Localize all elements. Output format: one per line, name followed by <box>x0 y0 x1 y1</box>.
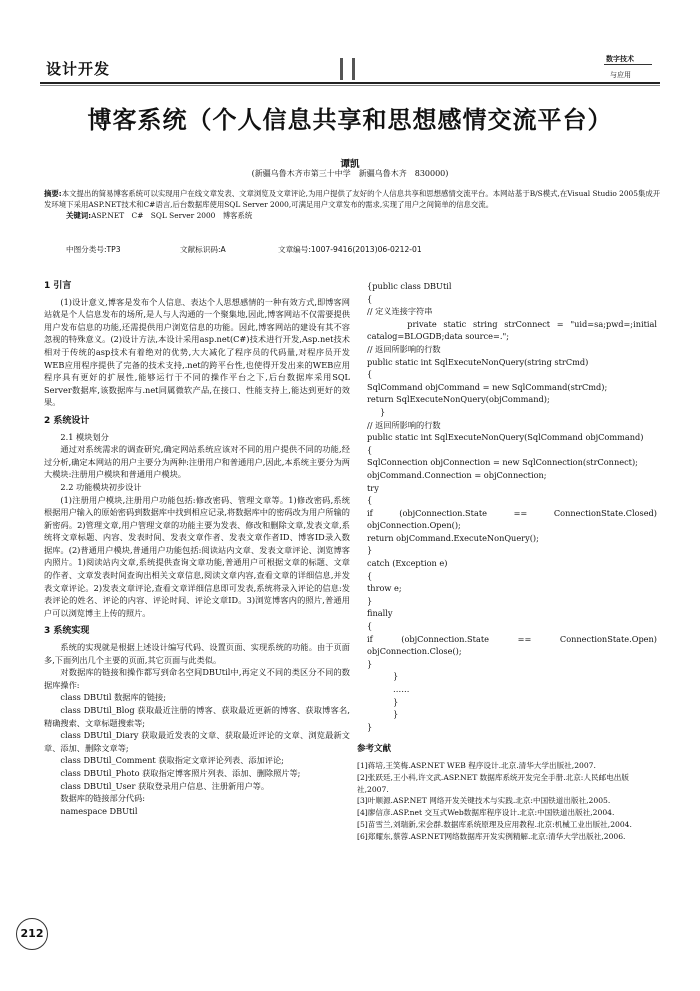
code-line: // 定义连接字符串 <box>367 306 433 317</box>
header-rule-thin <box>40 85 660 86</box>
code-line: private static string strConnect = "uid=sa;pwd=;initial catalog=BLOGDB;data source=."; <box>367 318 660 342</box>
code-line: } <box>367 658 373 669</box>
code-line: {public class DBUtil <box>367 281 452 291</box>
document-code: 文献标识码:A <box>180 245 226 254</box>
code-line: } <box>367 709 399 720</box>
code-line: } <box>367 696 399 707</box>
header-bar-decoration <box>352 58 355 80</box>
code-line: { <box>367 495 373 506</box>
code-line: …… <box>367 684 410 694</box>
paragraph: class DBUtil_Comment 获取指定文章评论列表、添加评论; <box>60 755 284 766</box>
header-bar-decoration <box>340 58 343 80</box>
paragraph: 通过对系统需求的调查研究,确定网站系统应该对不同的用户提供不同的功能,经过分析,确定本网站的用户主要分为两种:注册用户和普通用户,因此,本系统主要分为两大模块:注册用户模块和普通用户模块。 <box>44 444 350 480</box>
code-line: finally <box>367 608 393 619</box>
header-rule <box>40 82 660 84</box>
logo-divider <box>604 64 652 65</box>
code-line: return objCommand.ExecuteNonQuery(); <box>367 532 539 543</box>
paragraph: namespace DBUtil <box>60 805 138 816</box>
section-heading: 2 系统设计 <box>44 415 90 426</box>
code-line: { <box>367 369 373 380</box>
references-heading: 参考文献 <box>357 744 392 755</box>
code-line: catch (Exception e) <box>367 558 448 569</box>
subsection-heading: 2.1 模块划分 <box>60 431 109 442</box>
paper-title: 博客系统（个人信息共享和思想感情交流平台） <box>87 105 613 134</box>
left-column <box>44 280 350 817</box>
code-line: try <box>367 482 379 493</box>
paragraph: (1)注册用户模块,注册用户功能包括:修改密码、管理文章等。1)修改密码,系统根据用户输入的原始密码到数据库中找到相应记录,将数据库中的密码改为用户所输的新密码。2)管理文章,用户管理文章的功能主要为发表、修改和删除文章,发表文章,系统将文章标题、内容、发表时间、发表文章作者、发表文章作者ID、博客ID录入数据库。(2)普通用户模块,普通用户功能包括:阅读站内文章、发表文章评论、浏览博客内照片。1)阅读站内文章,系统提供查询文章功能,普通用户可根据文章的标题、文章的作者、文章发表时间查询出相关文章信息,阅读文章内容,查看文章的详细信息,并发表文章评论。2)发表文章评论,查看文章详细信息即可发表,系统将录入评论的信息:发表评论的姓名、评论的内容、评论时间、评论文章ID。3)浏览博客内的照片,普通用户可以浏览博主上传的照片。 <box>44 494 350 618</box>
code-line: // 返回所影响的行数 <box>367 419 441 430</box>
paragraph: (1)设计意义,博客是发布个人信息、表达个人思想感情的一种有效方式,即博客网站就是个人信息发布的场所,是人与人沟通的一个聚集地,因此,博客网站不仅需要提供用户发布信息的功能,还需提供用户浏览信息的功能。因此,博客网站的建设有其不容忽视的特殊意义。(2)设计方法,本设计采用asp.net(C#)技术进行开发,Asp.net技术相对于传统的asp技术有着绝对的优势,大大减化了程序员的代码量,对程序员开发WEB应用程序提供了完备的技术支持,.net的跨平台性,也使得开发出来的WEB应用程序具有更好的扩展性,能够运行于不同的操作平台之下,后台数据库采用SQL Server数据库,该数据库与.net同属微软产品,在接口、性能支持上,能达到更好的效果。 <box>44 296 350 408</box>
author-name: 谭凯 <box>340 159 360 170</box>
reference-item: [2]张跃廷,王小科,许文武.ASP.NET 数据库系统开发完全手册.北京:人民邮电出版社,2007. <box>357 772 629 794</box>
abstract-body <box>44 188 662 210</box>
reference-item: [4]廖信彦.ASP.net 交互式Web数据库程序设计.北京:中国铁道出版社,2004. <box>357 808 615 818</box>
abstract-label: 摘要: <box>44 189 62 198</box>
code-line: } <box>367 671 399 682</box>
clc-number: 中图分类号:TP3 <box>66 245 121 254</box>
logo-top-text: 数字技术 <box>606 55 634 63</box>
code-line: SqlConnection objConnection = new SqlConnection(strConnect); <box>367 457 638 468</box>
code-line: { <box>367 293 373 304</box>
code-line: // 返回所影响的行数 <box>367 343 441 354</box>
keywords <box>44 210 662 221</box>
reference-item: [1]蒋培,王笑梅.ASP.NET WEB 程序设计.北京.清华大学出版社,2007. <box>357 760 596 770</box>
paragraph: 系统的实现就是根据上述设计编写代码、设置页面、实现系统的功能。由于页面多,下面列出几个主要的页面,其它页面与此类似。 <box>44 642 350 665</box>
code-line: { <box>367 444 373 455</box>
reference-item: [5]苗雪兰,刘瑞新,宋会群.数据库系统原理及应用教程.北京:机械工业出版社,2004. <box>357 819 632 829</box>
section-label: 设计开发 <box>46 60 111 78</box>
code-line: objCommand.Connection = objConnection; <box>367 469 547 480</box>
keywords-text: ASP.NET C# SQL Server 2000 博客系统 <box>91 211 253 220</box>
reference-item: [6]郑耀东,蔡蓉.ASP.NET网络数据库开发实例精解.北京:清华大学出版社,2006. <box>357 831 626 841</box>
keywords-label: 关键词: <box>66 211 92 220</box>
paragraph: class DBUtil_User 获取登录用户信息、注册新用户等。 <box>60 780 270 791</box>
code-line: return SqlExecuteNonQuery(objCommand); <box>367 394 550 405</box>
code-line: } <box>367 721 373 732</box>
code-line: public static int SqlExecuteNonQuery(string strCmd) <box>367 356 589 367</box>
paragraph: 对数据库的链接和操作都写到命名空间DBUtil中,再定义不同的类区分不同的数据库操作: <box>44 667 350 690</box>
code-line: public static int SqlExecuteNonQuery(SqlCommand objCommand) <box>367 432 644 443</box>
author-affiliation: (新疆乌鲁木齐市第三十中学 新疆乌鲁木齐 830000) <box>251 169 449 178</box>
code-line: } <box>367 406 386 417</box>
code-listing <box>357 280 660 733</box>
abstract <box>44 188 662 221</box>
page-number: 212 <box>16 918 48 950</box>
code-line: SqlCommand objCommand = new SqlCommand(strCmd); <box>367 381 608 392</box>
code-line: { <box>367 570 373 581</box>
section-heading: 3 系统实现 <box>44 626 90 637</box>
paragraph: 数据库的链接部分代码: <box>60 793 146 804</box>
logo-bottom-text: 与应用 <box>610 71 631 79</box>
abstract-text: 本文提出的简易博客系统可以实现用户在线文章发表、文章浏览及文章评论,为用户提供了友好的个人信息共享和思想感情交流平台。本网站基于B/S模式,在Visual Studio 2005集成开发环境下采用ASP.NET技术和C#语言,后台数据库使用SQL Server 2000,可满足用户文章发布的需求,实现了用户之间简单的信息交流。 <box>44 189 661 209</box>
article-number: 文章编号:1007-9416(2013)06-0212-01 <box>278 245 422 254</box>
code-line: throw e; <box>367 583 402 594</box>
paragraph: class DBUtil_Diary 获取最近发表的文章、获取最近评论的文章、浏览最新文章、添加、删除文章等; <box>44 730 350 753</box>
reference-item: [3]叶顺源.ASP.NET 网络开发关键技术与实践.北京:中国铁道出版社,2005. <box>357 796 611 806</box>
paragraph: class DBUtil_Blog 获取最近注册的博客、获取最近更新的博客、获取博客名,精确搜索、文章标题搜索等; <box>44 705 350 728</box>
code-line: } <box>367 595 373 606</box>
code-line: if (objConnection.State == ConnectionState.Open) objConnection.Close(); <box>367 633 660 657</box>
section-heading: 1 引言 <box>44 281 72 291</box>
paragraph: class DBUtil_Photo 获取指定博客照片列表、添加、删除照片等; <box>60 767 301 778</box>
code-line: if (objConnection.State == ConnectionState.Closed) objConnection.Open(); <box>367 507 660 531</box>
code-line: } <box>367 545 373 556</box>
journal-logo <box>596 54 660 84</box>
subsection-heading: 2.2 功能模块初步设计 <box>60 481 142 492</box>
paragraph: class DBUtil 数据库的链接; <box>60 692 166 703</box>
right-column <box>357 280 660 843</box>
code-line: { <box>367 621 373 632</box>
